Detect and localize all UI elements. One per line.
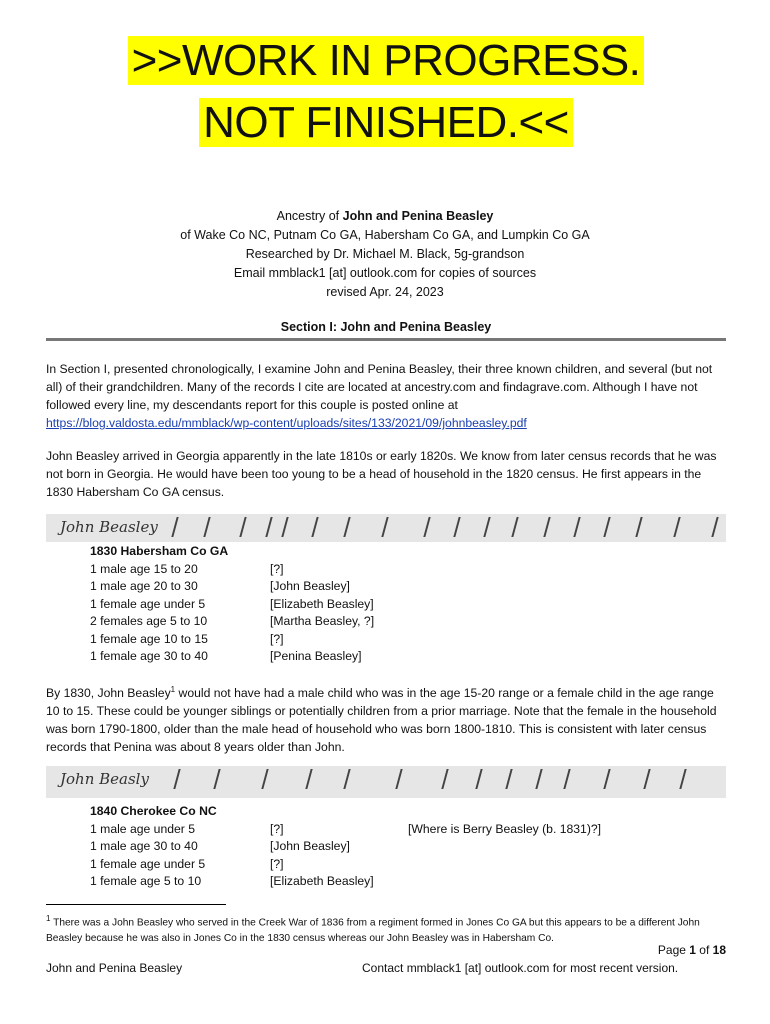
table-row: 1 male age 15 to 20 [?]: [90, 561, 284, 576]
ancestry-line: [0, 207, 770, 225]
total-pages: 18: [712, 943, 726, 957]
footer-title: John and Penina Beasley: [46, 961, 183, 975]
banner-line-2: NOT FINISHED.<<: [199, 98, 573, 147]
census-name-1840: John Beasly: [60, 770, 149, 788]
census-name-1830: John Beasley: [60, 518, 158, 536]
arrival-paragraph: John Beasley arrived in Georgia apparently in the late 1810s or early 1820s. We know from later census records that he was not born in Georgia. He would have been too young to be a head of household in the 1820 census. He first appears in the 1830 Habersham Co GA census.: [46, 449, 717, 499]
researcher-line: Researched by Dr. Michael M. Black, 5g-grandson: [245, 247, 525, 261]
footnote-text: There was a John Beasley who served in the Creek War of 1836 from a regiment formed in Jones Co GA but this appears to be a different John Beasley because he was also in Jones Co in the 1830 census whereas our John Beasley was in Habersham Co.: [46, 917, 700, 945]
census-table-1830: [90, 543, 408, 666]
census-note-1840: [Where is Berry Beasley (b. 1831)?]: [408, 821, 602, 836]
revised-line: revised Apr. 24, 2023: [326, 285, 444, 299]
intro-text: In Section I, presented chronologically, I examine John and Penina Beasley, their three known children, and several (but not all) of their grandchildren. Many of the records I cite are located at ancestry.com and findagrave.com. Although I have not followed every line, my descendants report for this couple is posted online at: [46, 362, 713, 412]
current-page: 1: [689, 943, 696, 957]
email-line: Email mmblack1 [at] outlook.com for copies of sources: [233, 266, 537, 280]
table-row: 1 female age 30 to 40 [Penina Beasley]: [90, 649, 362, 663]
footnote-number: 1: [46, 914, 51, 923]
intro-paragraph: [46, 360, 728, 432]
footnote: [46, 911, 736, 947]
census-title-1830: 1830 Habersham Co GA: [90, 544, 229, 558]
footer-contact: Contact mmblack1 [at] outlook.com for most recent version.: [362, 961, 679, 975]
table-row: 1 female age 5 to 10 [Elizabeth Beasley]: [90, 874, 374, 888]
page-number: Page 1 of 18: [657, 943, 726, 957]
footnote-ref[interactable]: 1: [170, 685, 176, 694]
places-line: of Wake Co NC, Putnam Co GA, Habersham Co GA, and Lumpkin Co GA: [180, 228, 590, 242]
descendants-report-link[interactable]: https://blog.valdosta.edu/mmblack/wp-content/uploads/sites/133/2021/09/johnbeasley.pdf: [46, 416, 527, 430]
table-row: 1 male age 20 to 30 [John Beasley]: [90, 579, 350, 593]
census-table-1840: [90, 803, 601, 891]
table-row: 1 female age under 5 [Elizabeth Beasley]: [90, 596, 374, 611]
table-row: 1 female age under 5 [?]: [90, 856, 284, 871]
census-image-1830: [46, 514, 726, 542]
footnote-divider: [46, 904, 226, 905]
table-row: 1 female age 10 to 15 [?]: [90, 631, 284, 646]
table-row: 1 male age 30 to 40 [John Beasley]: [90, 839, 350, 853]
census-title-1840: 1840 Cherokee Co NC: [90, 804, 217, 818]
section-title: Section I: John and Penina Beasley: [280, 320, 492, 334]
table-row: 2 females age 5 to 10 [Martha Beasley, ?]: [90, 614, 375, 628]
table-row: 1 male age under 5 [?] [Where is Berry Beasley (b. 1831)?]: [90, 821, 601, 839]
work-in-progress-banner: [84, 30, 688, 186]
banner-line-1: >>WORK IN PROGRESS.: [128, 36, 645, 85]
analysis-paragraph: By 1830, John Beasley$^1$ would not have had a male child who was in the age 15-20 range or a female child in the age range 10 to 15. These could be younger siblings or potentially children from a prior marriage. Note that the female in the household was born 1790-1800, older than the male head of household who was born 1800-1810. This is consistent with later census records that Penina was about 8 years older than John.: [46, 685, 717, 755]
ancestry-names: John and Penina Beasley: [342, 209, 494, 223]
ancestry-prefix: Ancestry of: [276, 209, 343, 223]
section-rule: [46, 338, 726, 341]
census-image-1840: [46, 766, 726, 798]
